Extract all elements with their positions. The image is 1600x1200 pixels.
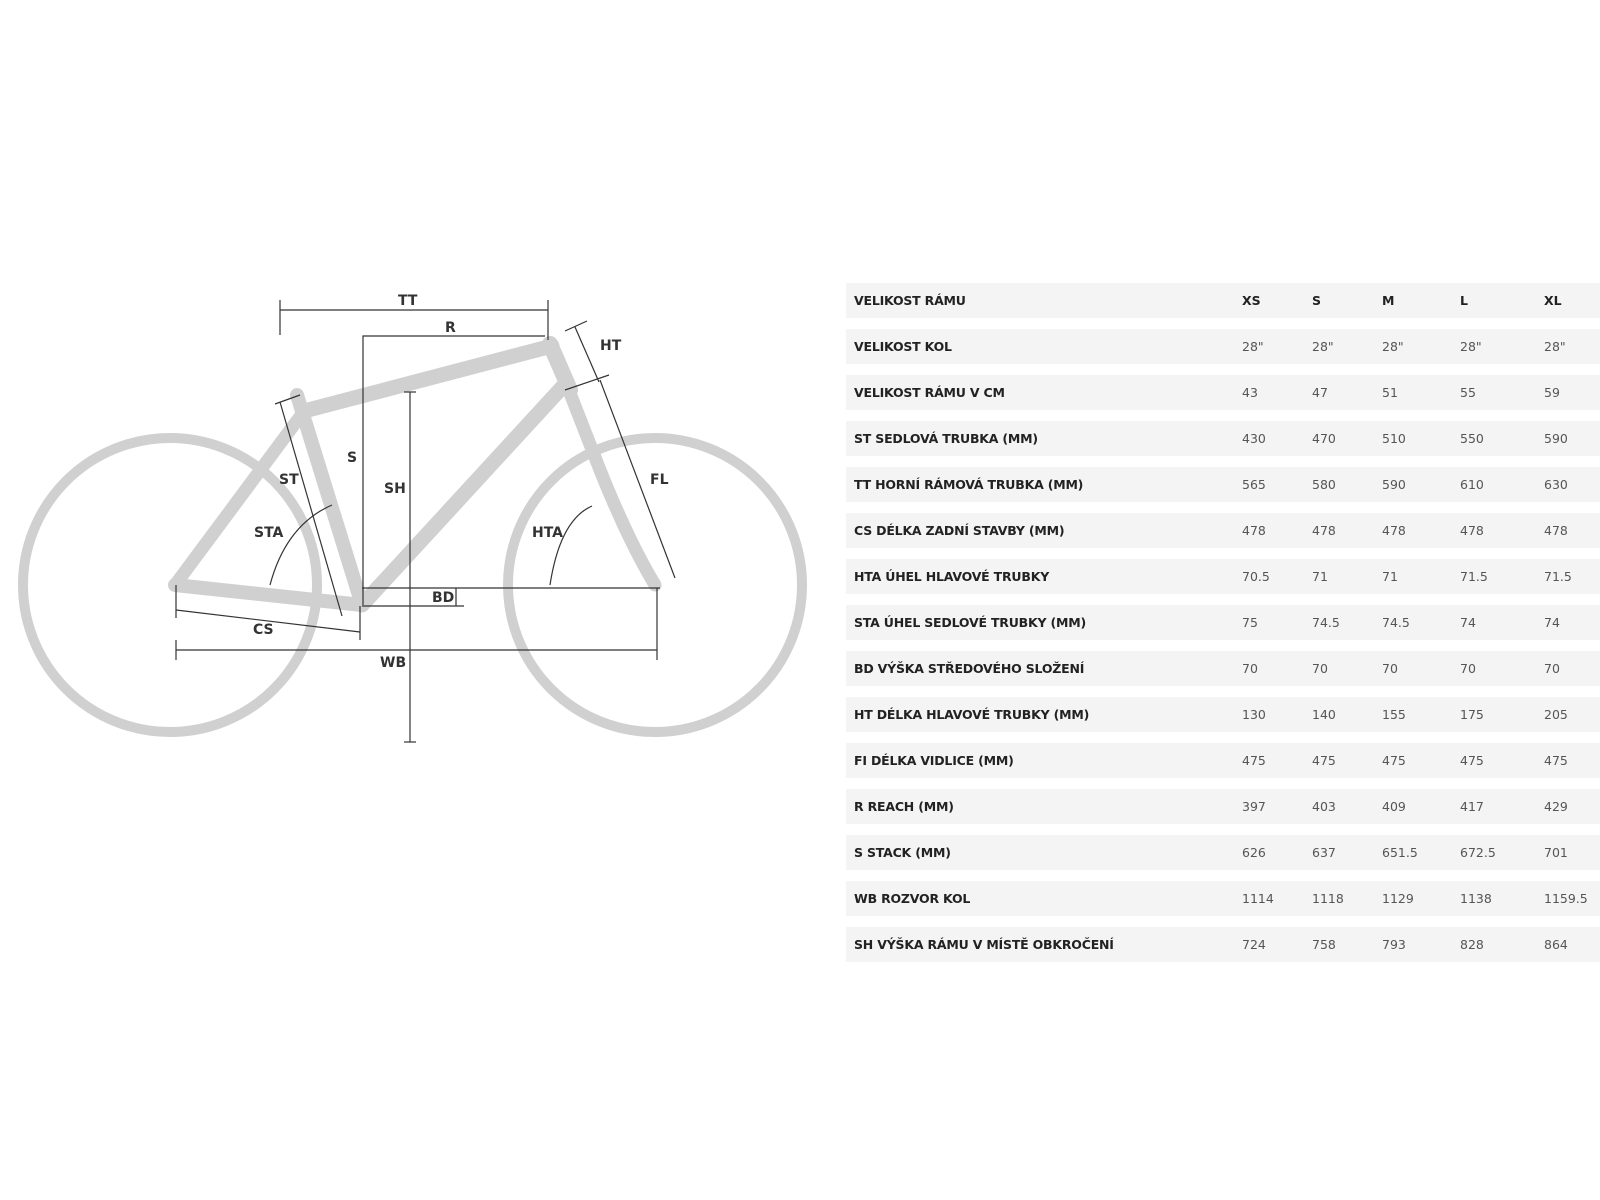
cell-value: 1118 <box>1306 881 1376 916</box>
cell-value: 397 <box>1236 789 1306 824</box>
s-label: S <box>347 450 358 466</box>
cell-value: 403 <box>1306 789 1376 824</box>
cell-value: 1159.5 <box>1538 881 1600 916</box>
cell-value: 478 <box>1538 513 1600 548</box>
header-label: VELIKOST RÁMU <box>846 283 1236 318</box>
cell-value: 205 <box>1538 697 1600 732</box>
cell-value: 758 <box>1306 927 1376 962</box>
table-row <box>846 927 1600 962</box>
cell-value: 70 <box>1454 651 1538 686</box>
st-label: ST <box>279 472 299 488</box>
cell-value: 175 <box>1454 697 1538 732</box>
table-row <box>846 835 1600 870</box>
cell-value: 155 <box>1376 697 1454 732</box>
cell-value: 70 <box>1376 651 1454 686</box>
cell-value: 75 <box>1236 605 1306 640</box>
cell-value: 475 <box>1538 743 1600 778</box>
cell-value: 74.5 <box>1306 605 1376 640</box>
table-row <box>846 467 1600 502</box>
cell-value: 28" <box>1306 329 1376 364</box>
cell-value: 70 <box>1538 651 1600 686</box>
row-label: WB ROZVOR KOL <box>846 881 1236 916</box>
row-label: ST SEDLOVÁ TRUBKA (MM) <box>846 421 1236 456</box>
cell-value: 74 <box>1454 605 1538 640</box>
cell-value: 1129 <box>1376 881 1454 916</box>
geometry-table <box>846 272 1600 973</box>
cell-value: 701 <box>1538 835 1600 870</box>
cell-value: 475 <box>1306 743 1376 778</box>
cell-value: 724 <box>1236 927 1306 962</box>
cell-value: 47 <box>1306 375 1376 410</box>
cell-value: 430 <box>1236 421 1306 456</box>
table-row <box>846 881 1600 916</box>
cell-value: 651.5 <box>1376 835 1454 870</box>
cell-value: 71.5 <box>1454 559 1538 594</box>
table-row <box>846 697 1600 732</box>
r-label: R <box>445 320 456 336</box>
fl-label: FL <box>650 472 669 488</box>
table-row <box>846 651 1600 686</box>
wb-label: WB <box>380 655 407 671</box>
cell-value: 672.5 <box>1454 835 1538 870</box>
cell-value: 626 <box>1236 835 1306 870</box>
cell-value: 130 <box>1236 697 1306 732</box>
cell-value: 51 <box>1376 375 1454 410</box>
table-row <box>846 513 1600 548</box>
cell-value: 28" <box>1376 329 1454 364</box>
cell-value: 565 <box>1236 467 1306 502</box>
geometry-table-body <box>846 283 1600 962</box>
row-label: VELIKOST KOL <box>846 329 1236 364</box>
ht-label: HT <box>600 338 622 354</box>
cell-value: 478 <box>1376 513 1454 548</box>
cell-value: 59 <box>1538 375 1600 410</box>
ht-dimension-line <box>575 327 599 382</box>
cell-value: 28" <box>1236 329 1306 364</box>
cell-value: 637 <box>1306 835 1376 870</box>
table-row <box>846 329 1600 364</box>
bd-label: BD <box>432 590 455 606</box>
cell-value: 478 <box>1236 513 1306 548</box>
cell-value: 478 <box>1454 513 1538 548</box>
table-row <box>846 375 1600 410</box>
cell-value: 71.5 <box>1538 559 1600 594</box>
cell-value: 1138 <box>1454 881 1538 916</box>
hta-angle-arc <box>550 506 592 585</box>
cell-value: 71 <box>1306 559 1376 594</box>
cell-value: 70.5 <box>1236 559 1306 594</box>
fork <box>568 388 655 585</box>
cell-value: 793 <box>1376 927 1454 962</box>
cell-value: 28" <box>1538 329 1600 364</box>
table-row <box>846 605 1600 640</box>
row-label: TT HORNÍ RÁMOVÁ TRUBKA (MM) <box>846 467 1236 502</box>
row-label: FI DÉLKA VIDLICE (MM) <box>846 743 1236 778</box>
table-row <box>846 421 1600 456</box>
table-header-row <box>846 283 1600 318</box>
cell-value: 475 <box>1236 743 1306 778</box>
cell-value: 43 <box>1236 375 1306 410</box>
header-size-l: L <box>1454 283 1538 318</box>
header-size-xs: XS <box>1236 283 1306 318</box>
cell-value: 580 <box>1306 467 1376 502</box>
row-label: VELIKOST RÁMU V CM <box>846 375 1236 410</box>
cell-value: 417 <box>1454 789 1538 824</box>
table-row <box>846 559 1600 594</box>
cell-value: 828 <box>1454 927 1538 962</box>
cell-value: 74.5 <box>1376 605 1454 640</box>
row-label: HTA ÚHEL HLAVOVÉ TRUBKY <box>846 559 1236 594</box>
row-label: BD VÝŠKA STŘEDOVÉHO SLOŽENÍ <box>846 651 1236 686</box>
cell-value: 70 <box>1306 651 1376 686</box>
row-label: R REACH (MM) <box>846 789 1236 824</box>
row-label: CS DÉLKA ZADNÍ STAVBY (MM) <box>846 513 1236 548</box>
cell-value: 550 <box>1454 421 1538 456</box>
cell-value: 1114 <box>1236 881 1306 916</box>
row-label: HT DÉLKA HLAVOVÉ TRUBKY (MM) <box>846 697 1236 732</box>
cell-value: 55 <box>1454 375 1538 410</box>
cell-value: 140 <box>1306 697 1376 732</box>
row-label: STA ÚHEL SEDLOVÉ TRUBKY (MM) <box>846 605 1236 640</box>
cs-label: CS <box>253 622 274 638</box>
sh-label: SH <box>384 481 406 497</box>
cell-value: 478 <box>1306 513 1376 548</box>
cell-value: 475 <box>1454 743 1538 778</box>
table-row <box>846 743 1600 778</box>
sta-label: STA <box>254 525 284 541</box>
table-row <box>846 789 1600 824</box>
cell-value: 429 <box>1538 789 1600 824</box>
cell-value: 475 <box>1376 743 1454 778</box>
cell-value: 590 <box>1538 421 1600 456</box>
cell-value: 864 <box>1538 927 1600 962</box>
hta-label: HTA <box>532 525 564 541</box>
top-tube <box>308 346 552 410</box>
cell-value: 630 <box>1538 467 1600 502</box>
cell-value: 74 <box>1538 605 1600 640</box>
header-size-s: S <box>1306 283 1376 318</box>
cell-value: 409 <box>1376 789 1454 824</box>
row-label: SH VÝŠKA RÁMU V MÍSTĚ OBKROČENÍ <box>846 927 1236 962</box>
header-size-m: M <box>1376 283 1454 318</box>
cell-value: 510 <box>1376 421 1454 456</box>
cell-value: 590 <box>1376 467 1454 502</box>
cell-value: 28" <box>1454 329 1538 364</box>
cell-value: 70 <box>1236 651 1306 686</box>
header-size-xl: XL <box>1538 283 1600 318</box>
cell-value: 470 <box>1306 421 1376 456</box>
cell-value: 610 <box>1454 467 1538 502</box>
row-label: S STACK (MM) <box>846 835 1236 870</box>
tt-label: TT <box>398 293 418 309</box>
cell-value: 71 <box>1376 559 1454 594</box>
